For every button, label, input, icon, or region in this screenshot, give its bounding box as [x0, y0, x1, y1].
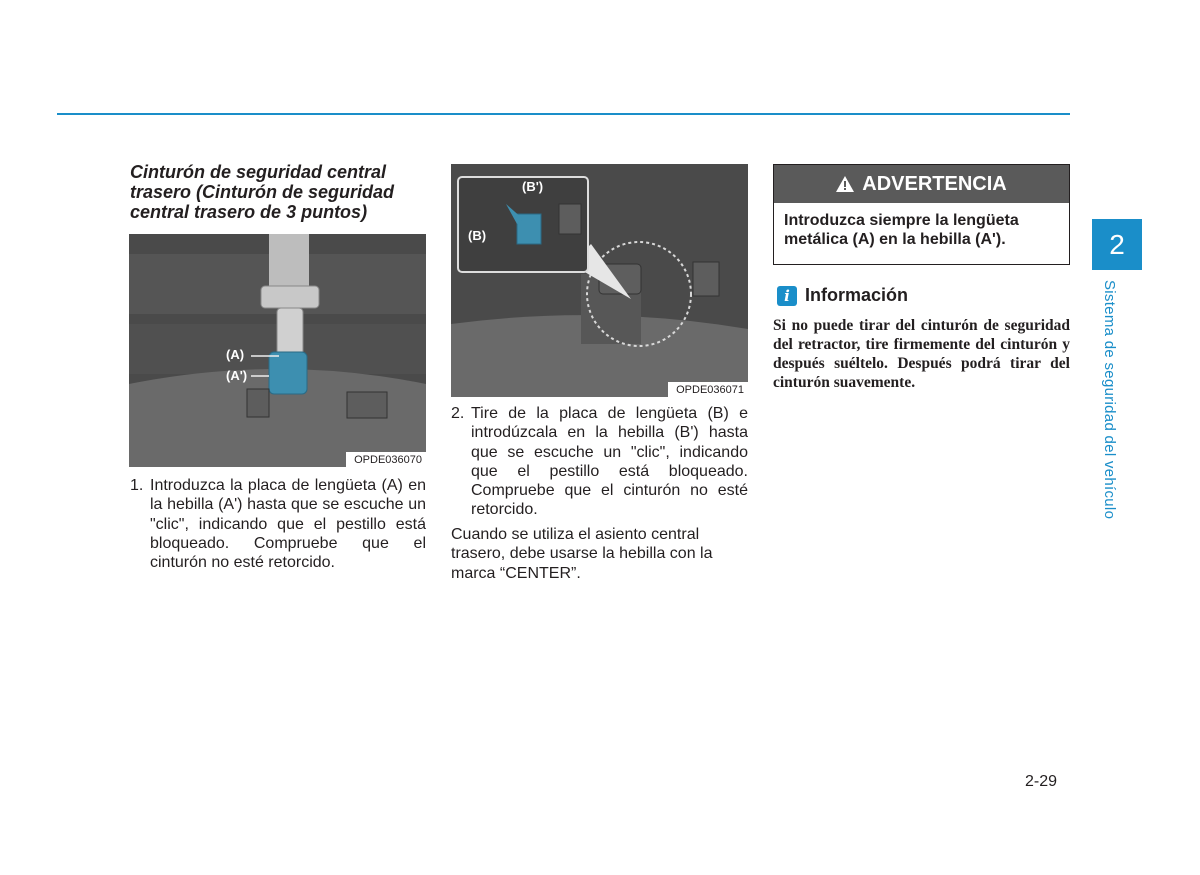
step-text: Tire de la placa de lengüeta (B) e introdúzcala en la hebilla (B') hasta que se escuche un "clic", indicando que el pestillo está bloqueado. Compruebe que el cinturón no esté retorcido.	[471, 405, 748, 519]
warning-box	[773, 164, 1070, 265]
information-title: Información	[805, 285, 909, 305]
figure-code: OPDE036070	[346, 452, 426, 467]
warning-title: ADVERTENCIA	[862, 172, 1007, 195]
step-text: Introduzca la placa de lengüeta (A) en la hebilla (A') hasta que se escuche un "clic", indicando que el pestillo está bloqueado. Compruebe que el cinturón no esté retorcido.	[150, 477, 426, 572]
information-text: Si no puede tirar del cinturón de seguridad del retractor, tire firmemente del cinturón y después suéltelo. Después podrá tirar del cinturón suavemente.	[773, 317, 1070, 391]
info-icon: i	[777, 286, 797, 306]
figure-code: OPDE036071	[668, 382, 748, 397]
step-1	[130, 476, 426, 572]
step-2	[451, 404, 748, 520]
label-a: (A)	[226, 347, 245, 362]
warning-text: Introduzca siempre la lengüeta metálica (A) en la hebilla (A').	[784, 212, 1019, 248]
top-rule	[57, 113, 1070, 115]
seat-belt-illustration-b	[451, 164, 748, 397]
page-number: 2-29	[1025, 773, 1058, 790]
warning-triangle-icon	[836, 176, 854, 192]
seat-belt-illustration-a	[129, 234, 426, 467]
chapter-title: Sistema de seguridad del vehículo	[1101, 280, 1118, 520]
information-header	[777, 285, 908, 306]
figure-seatbelt-buckle-b	[451, 164, 748, 397]
step-number: 2.	[451, 405, 465, 422]
step-number: 1.	[130, 477, 144, 494]
label-b-prime: (B')	[522, 179, 544, 194]
center-note: Cuando se utiliza el asiento central trasero, debe usarse la hebilla con la marca “CENTER”.	[451, 526, 713, 582]
label-a-prime: (A')	[226, 368, 248, 383]
label-b: (B)	[468, 228, 487, 243]
section-heading: Cinturón de seguridad central trasero (Cinturón de seguridad central trasero de 3 puntos)	[130, 162, 395, 222]
warning-header	[774, 165, 1069, 203]
figure-seatbelt-buckle-a	[129, 234, 426, 467]
chapter-tab: 2	[1092, 219, 1142, 270]
